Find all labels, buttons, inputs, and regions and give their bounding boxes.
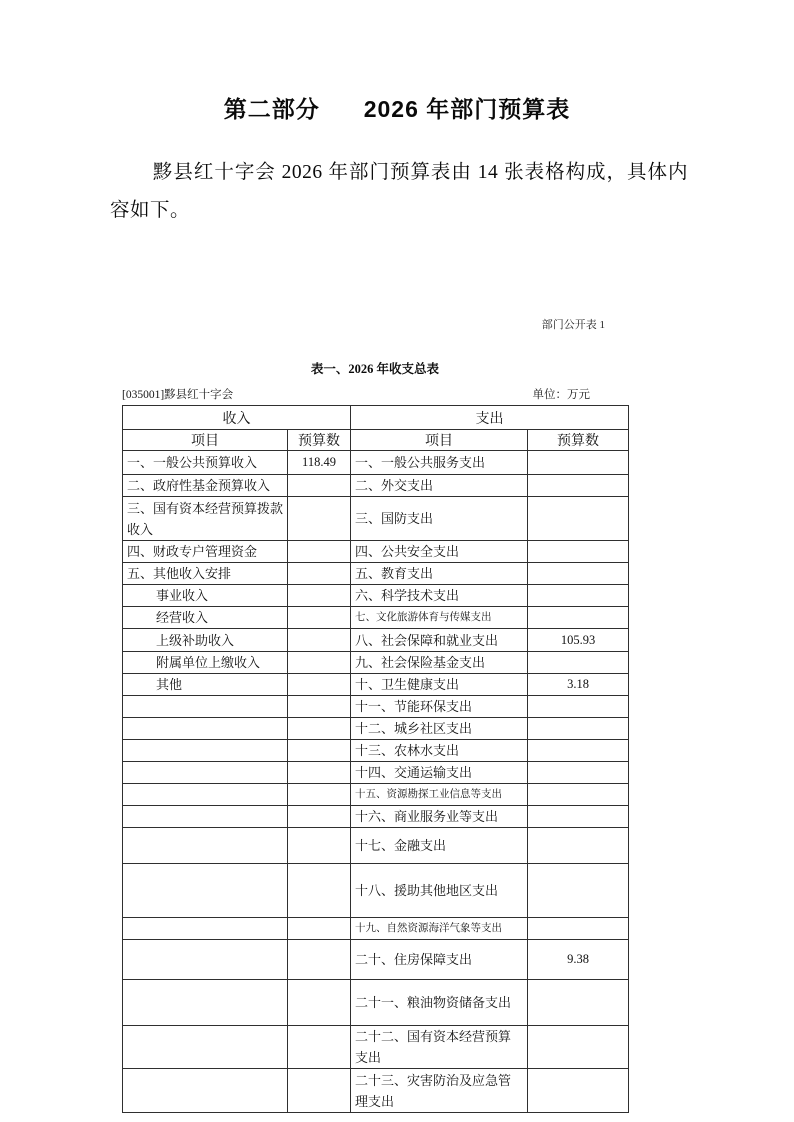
table-title: 表一、2026 年收支总表: [310, 361, 440, 376]
income-item-cell: [123, 762, 288, 784]
public-table-label: 部门公开表 1: [541, 318, 605, 331]
income-item-cell: [123, 740, 288, 762]
income-item-cell: [123, 864, 288, 918]
section-header-row: [123, 406, 629, 430]
income-item-cell: 一、一般公共预算收入: [123, 451, 288, 475]
income-budget-cell: [288, 940, 351, 980]
expense-budget-cell: [528, 497, 629, 541]
income-budget-cell: [288, 674, 351, 696]
income-item-cell: 经营收入: [123, 607, 288, 629]
org-code-label: [035001]黟县红十字会: [122, 389, 234, 402]
income-budget-cell: [288, 918, 351, 940]
budget-summary-table: [122, 405, 629, 1113]
income-budget-cell: [288, 696, 351, 718]
table-row: [123, 674, 629, 696]
expense-budget-cell: [528, 475, 629, 497]
expense-item-cell: 二十三、灾害防治及应急管理支出: [351, 1069, 528, 1113]
table-row: [123, 629, 629, 652]
expense-budget-cell: 9.38: [528, 940, 629, 980]
expense-budget-cell: [528, 980, 629, 1026]
expense-budget-cell: [528, 828, 629, 864]
expense-item-cell: 二十、住房保障支出: [351, 940, 528, 980]
expense-item-cell: 十八、援助其他地区支出: [351, 864, 528, 918]
income-budget-cell: [288, 1069, 351, 1113]
income-budget-cell: [288, 652, 351, 674]
income-item-cell: 其他: [123, 674, 288, 696]
table-row: [123, 828, 629, 864]
income-budget-cell: [288, 563, 351, 585]
expense-item-cell: 十四、交通运输支出: [351, 762, 528, 784]
intro-paragraph: 黟县红十字会 2026 年部门预算表由 14 张表格构成，具体内容如下。: [110, 161, 688, 221]
table-row: [123, 940, 629, 980]
expense-item-cell: 十七、金融支出: [351, 828, 528, 864]
expense-item-cell: 一、一般公共服务支出: [351, 451, 528, 475]
income-item-cell: [123, 980, 288, 1026]
expense-item-cell: 三、国防支出: [351, 497, 528, 541]
income-budget-cell: [288, 806, 351, 828]
expense-item-cell: 十一、节能环保支出: [351, 696, 528, 718]
expense-budget-cell: [528, 1026, 629, 1069]
income-item-col-header: 项目: [123, 430, 288, 451]
income-budget-cell: [288, 541, 351, 563]
table-row: [123, 718, 629, 740]
expense-budget-cell: [528, 918, 629, 940]
expense-budget-cell: [528, 541, 629, 563]
income-budget-col-header: 预算数: [288, 430, 351, 451]
expense-item-cell: 十六、商业服务业等支出: [351, 806, 528, 828]
table-row: [123, 696, 629, 718]
expense-section-header: 支出: [351, 406, 629, 430]
table-row: [123, 1069, 629, 1113]
income-budget-cell: 118.49: [288, 451, 351, 475]
expense-item-col-header: 项目: [351, 430, 528, 451]
expense-item-cell: 十九、自然资源海洋气象等支出: [351, 918, 528, 940]
income-item-cell: [123, 696, 288, 718]
table-row: [123, 652, 629, 674]
expense-budget-cell: [528, 718, 629, 740]
table-row: [123, 980, 629, 1026]
unit-label: 单位：万元: [532, 389, 590, 402]
income-section-header: 收入: [123, 406, 351, 430]
income-budget-cell: [288, 629, 351, 652]
table-row: [123, 451, 629, 475]
income-item-cell: [123, 918, 288, 940]
expense-budget-cell: [528, 762, 629, 784]
expense-budget-col-header: 预算数: [528, 430, 629, 451]
expense-item-cell: 十三、农林水支出: [351, 740, 528, 762]
table-row: [123, 541, 629, 563]
income-budget-cell: [288, 784, 351, 806]
income-item-cell: [123, 1069, 288, 1113]
expense-item-cell: 十五、资源勘探工业信息等支出: [351, 784, 528, 806]
expense-budget-cell: [528, 563, 629, 585]
expense-budget-cell: [528, 1069, 629, 1113]
income-item-cell: [123, 806, 288, 828]
expense-item-cell: 二十二、国有资本经营预算支出: [351, 1026, 528, 1069]
expense-budget-cell: [528, 696, 629, 718]
page-title: [0, 96, 794, 124]
income-budget-cell: [288, 497, 351, 541]
income-budget-cell: [288, 718, 351, 740]
expense-item-cell: 八、社会保障和就业支出: [351, 629, 528, 652]
expense-budget-cell: [528, 451, 629, 475]
income-budget-cell: [288, 980, 351, 1026]
table-row: [123, 806, 629, 828]
expense-item-cell: 二十一、粮油物资储备支出: [351, 980, 528, 1026]
column-header-row: [123, 430, 629, 451]
expense-budget-cell: [528, 784, 629, 806]
income-budget-cell: [288, 828, 351, 864]
table-row: [123, 1026, 629, 1069]
table-row: [123, 918, 629, 940]
table-row: [123, 585, 629, 607]
income-item-cell: [123, 718, 288, 740]
income-budget-cell: [288, 864, 351, 918]
table-row: [123, 864, 629, 918]
expense-budget-cell: [528, 607, 629, 629]
income-budget-cell: [288, 475, 351, 497]
income-item-cell: 四、财政专户管理资金: [123, 541, 288, 563]
expense-budget-cell: [528, 652, 629, 674]
income-item-cell: 附属单位上缴收入: [123, 652, 288, 674]
income-budget-cell: [288, 762, 351, 784]
expense-budget-cell: [528, 585, 629, 607]
expense-item-cell: 七、文化旅游体育与传媒支出: [351, 607, 528, 629]
income-item-cell: [123, 784, 288, 806]
income-item-cell: 事业收入: [123, 585, 288, 607]
expense-item-cell: 九、社会保险基金支出: [351, 652, 528, 674]
table-row: [123, 475, 629, 497]
income-item-cell: 二、政府性基金预算收入: [123, 475, 288, 497]
income-item-cell: 三、国有资本经营预算拨款收入: [123, 497, 288, 541]
income-item-cell: 上级补助收入: [123, 629, 288, 652]
table-row: [123, 497, 629, 541]
income-item-cell: [123, 940, 288, 980]
table-row: [123, 762, 629, 784]
page-title-part: 第二部分: [223, 96, 320, 122]
expense-item-cell: 二、外交支出: [351, 475, 528, 497]
expense-item-cell: 十、卫生健康支出: [351, 674, 528, 696]
expense-budget-cell: 3.18: [528, 674, 629, 696]
expense-item-cell: 四、公共安全支出: [351, 541, 528, 563]
expense-budget-cell: 105.93: [528, 629, 629, 652]
income-budget-cell: [288, 740, 351, 762]
table-row: [123, 607, 629, 629]
expense-budget-cell: [528, 740, 629, 762]
expense-budget-cell: [528, 864, 629, 918]
expense-item-cell: 五、教育支出: [351, 563, 528, 585]
table-meta-row: [122, 388, 628, 403]
table-row: [123, 784, 629, 806]
expense-budget-cell: [528, 806, 629, 828]
income-budget-cell: [288, 1026, 351, 1069]
income-item-cell: [123, 828, 288, 864]
table-row: [123, 563, 629, 585]
income-item-cell: 五、其他收入安排: [123, 563, 288, 585]
expense-item-cell: 六、科学技术支出: [351, 585, 528, 607]
income-budget-cell: [288, 585, 351, 607]
income-item-cell: [123, 1026, 288, 1069]
table-row: [123, 740, 629, 762]
page-title-name: 2026 年部门预算表: [363, 96, 571, 122]
expense-item-cell: 十二、城乡社区支出: [351, 718, 528, 740]
income-budget-cell: [288, 607, 351, 629]
